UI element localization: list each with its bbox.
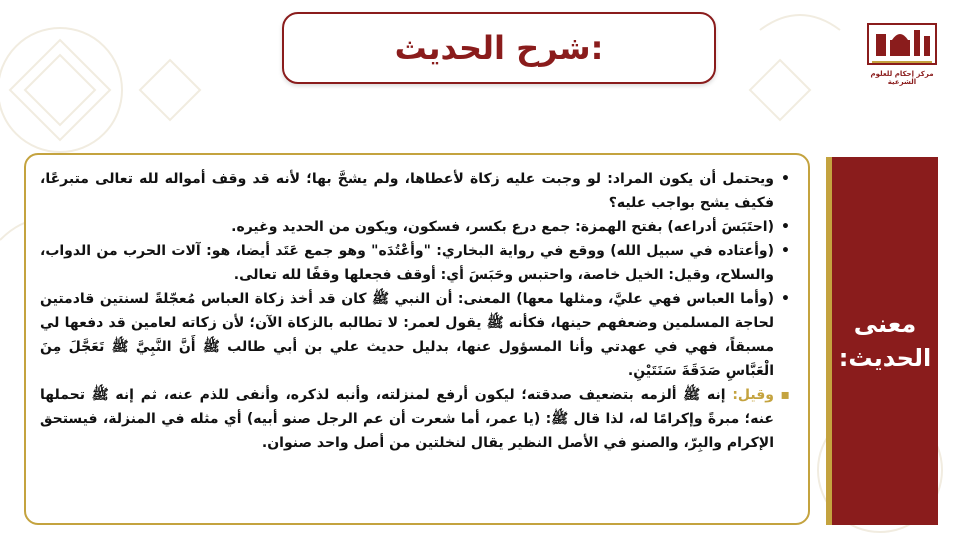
list-item [40,167,774,215]
side-panel [826,157,938,525]
title-box [282,12,716,84]
list-item [40,383,774,455]
list-item [40,215,774,239]
list-item [40,239,774,287]
list-item [40,287,774,383]
bullet-text: (وأما العباس فهي عليَّ، ومثلها معها) المعنى: أن النبي ﷺ كان قد أخذ زكاة العباس مُعجّلةً لسنتين قادمتين لحاجة المسلمين وضعفهم حينها، فكأنه ﷺ يقول لعمر: لا تطالبه بالزكاة الآن؛ لأن زكاته لعامين قد دفعها لي مسبقاً، فهي في عهدتي وأنا المسؤول عنها، بدليل حديث علي بن أبي طالب ﷺ أَنَّ النَّبِيَّ ﷺ تَعَجَّلَ مِنَ الْعَبَّاسِ صَدَقَةَ سَنَتَيْنِ. [40,291,774,379]
explanation-list [40,167,790,455]
bullet-text: إنه ﷺ ألزمه بتضعيف صدقته؛ ليكون أرفع لمنزلته، وأنبه لذكره، وأنفى للذم عنه، ثم إنه ﷺ تحملها عنه؛ مبرةً وإكرامًا له، لذا قال ﷺ: (يا عمر، أما شعرت أن عم الرجل صنو أبيه) أي مثله في المنزلة، فيستحق الإكرام والبِرّ، والصنو في الأصل النظير يقال لنخلتين من أصل واحد صنوان. [40,387,774,451]
logo-subtitle: مركز إحكام للعلوم الشرعية [870,70,934,86]
content-box [24,153,810,525]
bullet-lead: وقيل: [732,387,774,403]
side-label: معنى الحديث: [838,310,932,372]
bullet-text: (احتَبَسَ أدراعه) بفتح الهمزة: جمع درع بكسر، فسكون، ويكون من الحديد وغيره. [231,219,774,235]
bullet-text: ويحتمل أن يكون المراد: لو وجبت عليه زكاة لأعطاها، ولم يشحَّ بها؛ لأنه قد وقف أمواله لله تعالى متبرعًا، فكيف يشح بواجب عليه؟ [40,171,774,211]
bullet-text: (وأعتاده في سبيل الله) ووقع في رواية البخاري: "وأعْتُدَه" وهو جمع عَتَد أيضا، هو: آلات الحرب من الدواب، والسلاح، وقيل: الخيل خاصة، واحتبس وحَبَسَ أي: أوقف فجعلها وقفًا لله تعالى. [40,243,774,283]
page-title: شرح الحديث: [394,29,604,67]
